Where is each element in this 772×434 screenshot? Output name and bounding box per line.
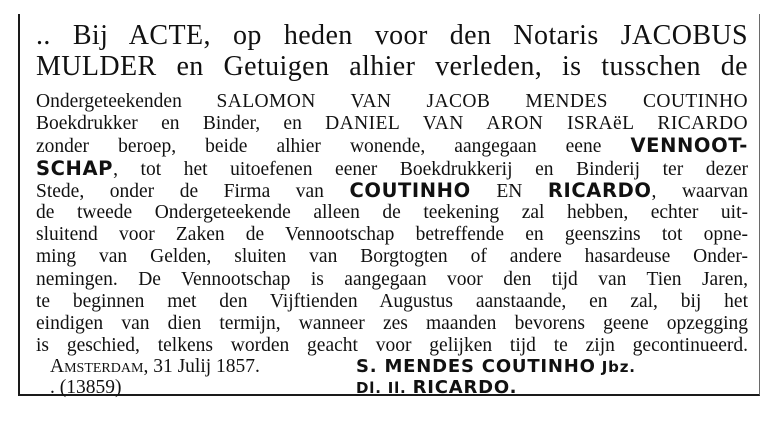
party-1-name: SALOMON VAN JACOB MENDES COUTINHO [216, 91, 749, 112]
signature-2-prefix: Dl. Il. [356, 379, 413, 397]
body-line-9: nemingen. De Vennootschap is aangegaan voor den tijd van Tien Jaren, [36, 268, 748, 290]
signature-2-name: RICARDO. [412, 377, 518, 398]
vennootschap-word-end: SCHAP [36, 156, 114, 180]
vennootschap-word-start: VENNOOT- [630, 134, 749, 158]
body-line-6: de tweede Ondergeteekende alleen de teekening zal hebben, echter uit- [36, 201, 748, 223]
party-2-name: DANIEL VAN ARON ISRAëL RICARDO [325, 113, 748, 135]
body-line-4-text: , tot het uitoefenen eener Boekdrukkerij en Binderij ter dezer [113, 158, 748, 180]
body-line-2 [36, 113, 748, 135]
body-line-5-end: , waarvan [651, 180, 748, 202]
body-line-12: is geschied, telkens worden geacht voor gelijken tijd te zijn gecontinueerd. [36, 335, 748, 357]
body-line-4 [36, 158, 748, 180]
place-name: Amsterdam [50, 356, 144, 377]
body-line-10: te beginnen met den Vijftienden Augustus aanstaande, en zal, bij het [36, 290, 748, 312]
notice-body [36, 91, 748, 357]
signature-ricardo [356, 377, 517, 399]
body-line-11: eindigen van dien termijn, wanneer zes maanden bevorens geene opzegging [36, 312, 748, 334]
body-line-1 [36, 91, 748, 113]
signature-1-suffix: Jbz. [595, 358, 636, 376]
reference-number: . (13859) [50, 377, 122, 398]
heading-line-1: .. Bij ACTE, op heden voor den Notaris JACOBUS [36, 20, 748, 51]
body-line-3 [36, 135, 748, 157]
firm-name-ricardo: RICARDO [547, 178, 652, 202]
body-line-5-text: Stede, onder de Firma van [36, 180, 350, 202]
dateline [50, 356, 260, 378]
body-line-5 [36, 180, 748, 202]
body-line-2-text: Boekdrukker en Binder, en [36, 113, 326, 135]
signature-1-name: S. MENDES COUTINHO [356, 356, 596, 377]
notice-heading [36, 20, 748, 82]
signature-coutinho [356, 356, 636, 378]
notice-footer [40, 356, 740, 400]
firm-name-coutinho: COUTINHO [349, 178, 471, 202]
firm-name-en: EN [470, 180, 548, 202]
heading-line-2: MULDER en Getuigen alhier verleden, is tusschen de [36, 51, 748, 82]
date-text: , 31 Julij 1857. [143, 356, 260, 377]
body-line-3-text: zonder beroep, beide alhier wonende, aangegaan eene [36, 136, 602, 158]
body-line-8: ming van Gelden, sluiten van Borgtogten of andere hasardeuse Onder- [36, 246, 748, 268]
body-line-7: sluitend voor Zaken de Vennootschap betreffende en geenszins tot opne- [36, 224, 748, 246]
body-line-1-text: Ondergeteekenden [36, 91, 217, 112]
